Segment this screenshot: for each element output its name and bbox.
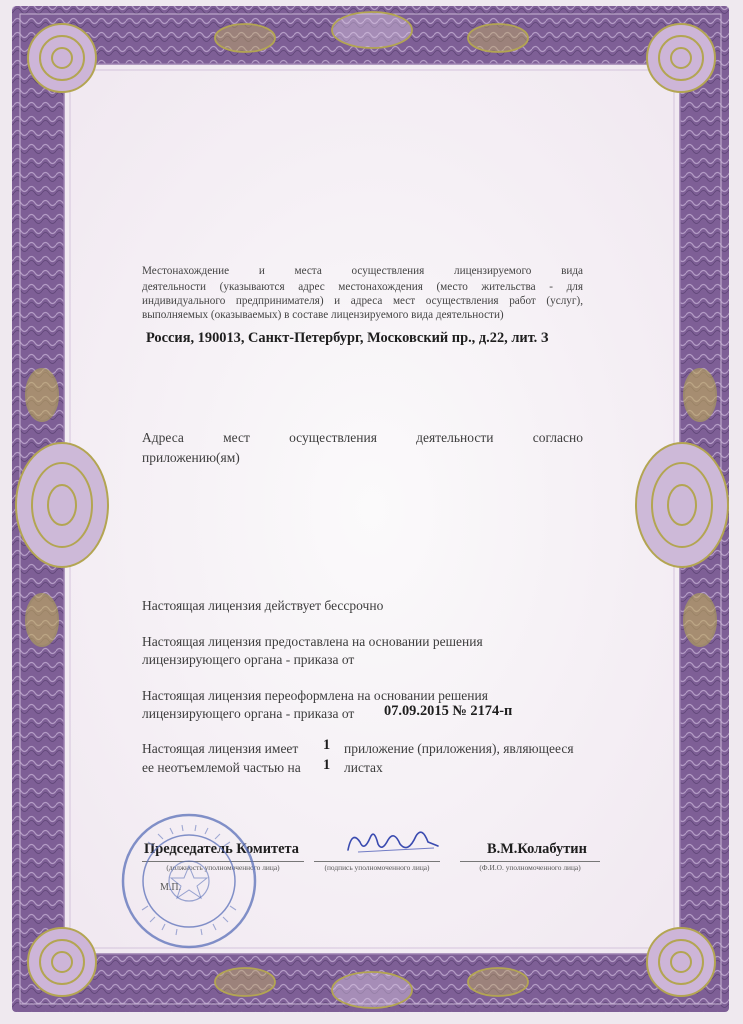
reissued-line-2: лицензирующего органа - приказа от [142, 706, 355, 721]
location-heading-line-1: Местонахождение и места осуществления лицензируемого вида [142, 265, 583, 277]
name-underline [460, 861, 600, 862]
name-caption: (Ф.И.О. уполномоченного лица) [479, 863, 581, 872]
appendix-line-2-prefix: ее неотъемлемой частью на [142, 760, 301, 775]
handwritten-signature-icon [338, 822, 448, 862]
appendix-line-1-prefix: Настоящая лицензия имеет [142, 741, 299, 756]
appendix-line-2-suffix: листах [344, 760, 383, 775]
location-heading-line-3: индивидуального предпринимателя) и адреса мест осуществления работ (услуг), [142, 295, 583, 307]
seal-place-label: М.П. [160, 882, 182, 893]
signatory-position: Председатель Комитета [144, 841, 299, 857]
location-heading-line-2: деятельности (указываются адрес местонахождения (место жительства - для [142, 281, 583, 293]
official-stamp-icon [118, 810, 260, 952]
location-heading-line-4: выполняемых (оказываемых) в составе лицензируемого вида деятельности) [142, 309, 504, 321]
signature-caption: (подпись уполномоченного лица) [324, 863, 430, 872]
reissue-order-number: 07.09.2015 № 2174-п [384, 703, 513, 719]
activity-addresses-line-2: приложению(ям) [142, 450, 240, 465]
licensee-address: Россия, 190013, Санкт-Петербург, Московский пр., д.22, лит. З [146, 330, 549, 346]
signature-underline [314, 861, 440, 862]
appendix-line-1-suffix: приложение (приложения), являющееся [344, 741, 574, 756]
appendix-sheets: 1 [323, 757, 331, 773]
reissued-line-1: Настоящая лицензия переоформлена на основании решения [142, 688, 488, 703]
signatory-name: В.М.Колабутин [487, 841, 587, 857]
position-caption: (должность уполномоченного лица) [166, 863, 280, 872]
appendix-count: 1 [323, 737, 331, 753]
granted-line-2: лицензирующего органа - приказа от [142, 652, 355, 667]
granted-line-1: Настоящая лицензия предоставлена на основании решения [142, 634, 483, 649]
validity-text: Настоящая лицензия действует бессрочно [142, 598, 384, 613]
activity-addresses-line-1: Адреса мест осуществления деятельности согласно [142, 430, 583, 445]
